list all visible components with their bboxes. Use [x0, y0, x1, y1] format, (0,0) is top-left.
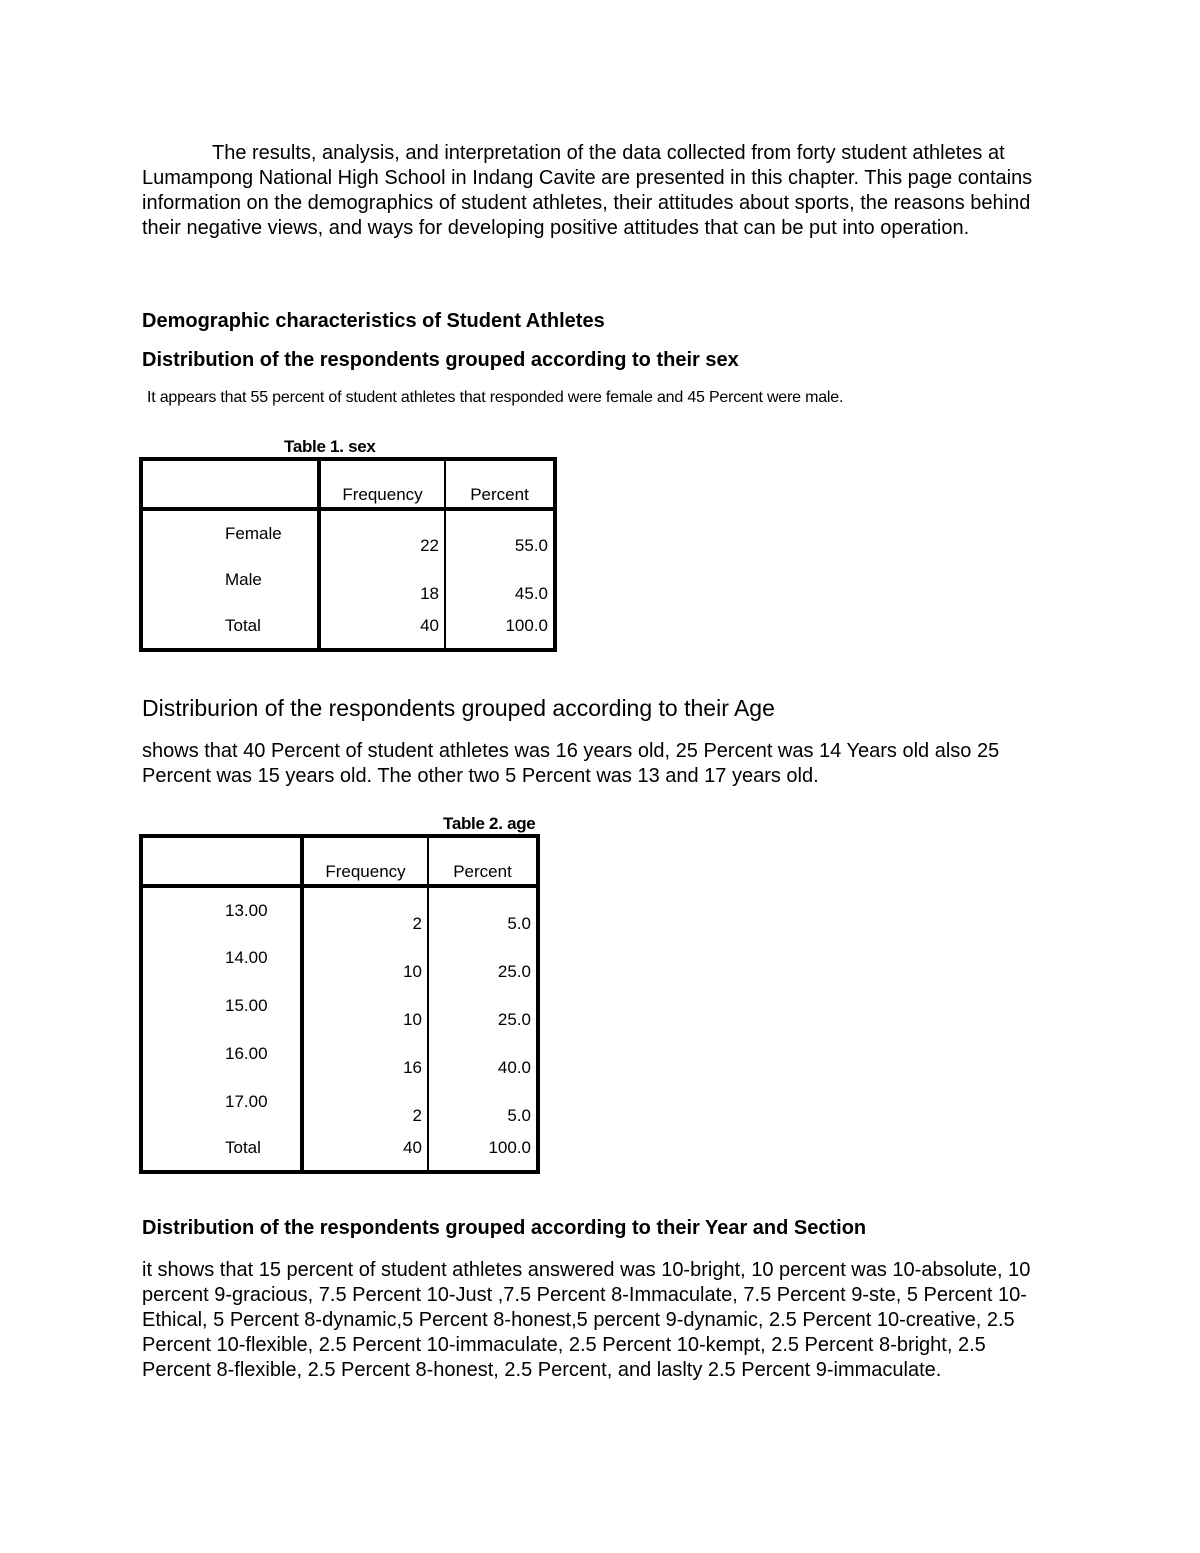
header-frequency: Frequency [302, 836, 428, 886]
table-row [141, 556, 555, 604]
row-percent: 5.0 [507, 914, 531, 933]
row-frequency: 10 [302, 934, 428, 982]
row-label: Total [141, 1126, 302, 1172]
header-cell-empty [141, 459, 319, 509]
row-percent: 55.0 [514, 536, 548, 555]
table-row [141, 604, 555, 650]
table-row [141, 1126, 538, 1172]
row-label: 16.00 [141, 1030, 302, 1078]
row-label: 15.00 [141, 982, 302, 1030]
table-row [141, 934, 538, 982]
row-percent: 25.0 [497, 962, 531, 981]
row-label: 17.00 [141, 1078, 302, 1126]
age-table [139, 834, 540, 1174]
row-frequency: 2 [302, 886, 428, 934]
row-label: Male [141, 556, 319, 604]
table-row [141, 982, 538, 1030]
row-percent: 100.0 [505, 616, 548, 635]
age-heading: Distriburion of the respondents grouped according to their Age [142, 695, 775, 721]
sex-description: It appears that 55 percent of student athletes that responded were female and 45 Percent were male. [147, 389, 844, 406]
row-label: 13.00 [141, 886, 302, 934]
row-label: Female [141, 509, 319, 556]
row-frequency: 40 [319, 604, 445, 650]
row-percent: 5.0 [507, 1106, 531, 1125]
age-description: shows that 40 Percent of student athletes was 16 years old, 25 Percent was 14 Years old also 25 Percent was 15 years old. The other two 5 Percent was 13 and 17 years old. [142, 740, 1000, 787]
table-row [141, 886, 538, 934]
header-frequency: Frequency [319, 459, 445, 509]
row-frequency: 2 [302, 1078, 428, 1126]
table1-caption: Table 1. sex [284, 437, 376, 456]
sex-table [139, 457, 557, 652]
table-header-row [141, 836, 538, 886]
year-section-description: it shows that 15 percent of student athletes answered was 10-bright, 10 percent was 10-absolute, 10 percent 9-gracious, 7.5 Percent 10-Just ,7.5 Percent 8-Immaculate, 7.5 Percent 9-ste, 5 Percent 10-Ethical, 5 Percent 8-dynamic,5 Percent 8-honest,5 percent 9-dynamic, 2.5 Percent 10-creative, 2.5 Percent 10-flexible, 2.5 Percent 10-immaculate, 2.5 Percent 10-kempt, 2.5 Percent 8-bright, 2.5 Percent 8-flexible, 2.5 Percent 8-honest, 2.5 Percent, and laslty 2.5 Percent 9-immaculate. [142, 1259, 1031, 1381]
row-frequency: 22 [319, 509, 445, 556]
table2-caption: Table 2. age [443, 814, 536, 833]
row-label: Total [141, 604, 319, 650]
table-row [141, 509, 555, 556]
intro-paragraph: The results, analysis, and interpretation of the data collected from forty student athletes at Lumampong National High School in Indang Cavite are presented in this chapter. This page contains information on the demographics of student athletes, their attitudes about sports, the reasons behind their negative views, and ways for developing positive attitudes that can be put into operation. [142, 142, 1033, 239]
row-percent: 45.0 [514, 584, 548, 603]
row-percent: 25.0 [497, 1010, 531, 1029]
year-section-heading: Distribution of the respondents grouped according to their Year and Section [142, 1217, 867, 1239]
section-heading: Demographic characteristics of Student Athletes [142, 310, 605, 332]
row-percent: 100.0 [488, 1138, 531, 1157]
row-percent: 40.0 [497, 1058, 531, 1077]
sex-heading: Distribution of the respondents grouped according to their sex [142, 349, 739, 371]
row-frequency: 16 [302, 1030, 428, 1078]
header-percent: Percent [470, 485, 529, 504]
table-header-row [141, 459, 555, 509]
header-cell-empty [141, 836, 302, 886]
table-row [141, 1030, 538, 1078]
header-percent: Percent [453, 862, 512, 881]
row-label: 14.00 [141, 934, 302, 982]
table-row [141, 1078, 538, 1126]
row-frequency: 10 [302, 982, 428, 1030]
row-frequency: 18 [319, 556, 445, 604]
row-frequency: 40 [302, 1126, 428, 1172]
